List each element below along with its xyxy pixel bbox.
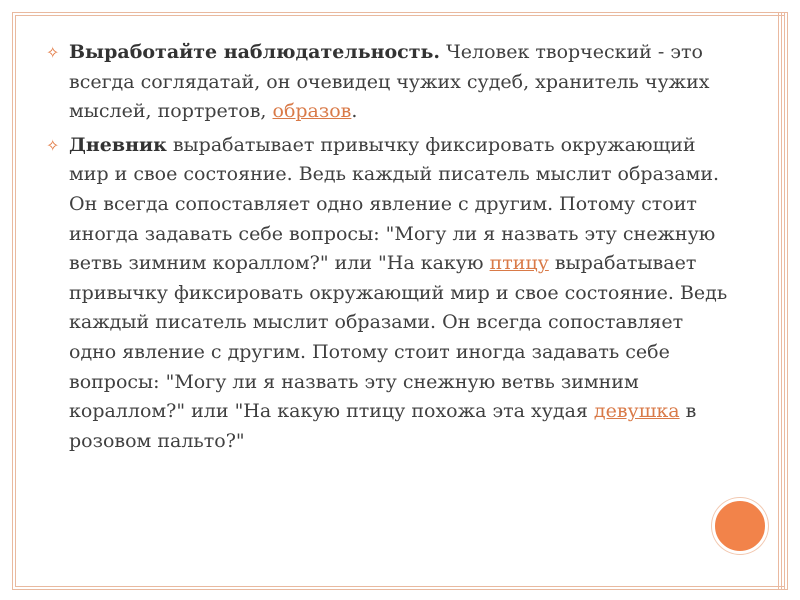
paragraph-lead: Дневник (69, 133, 167, 156)
slide-content (46, 38, 736, 460)
frame-stripe (784, 12, 785, 590)
paragraph-observation (46, 38, 736, 127)
paragraph-text: вырабатывает привычку фиксировать окружающий мир и свое состояние. Ведь каждый писатель мыслит образами. Он всегда сопоставляет одно явление с другим. Потому стоит иногда задавать себе вопросы: "Могу ли я назвать эту снежную ветвь зимним кораллом?" или "На какую (69, 133, 720, 275)
paragraph-lead: Выработайте наблюдательность. (69, 41, 441, 63)
bullet-icon: ✧ (46, 43, 60, 62)
paragraph-text: в розовом пальто?" (69, 400, 697, 452)
paragraph-diary (46, 131, 736, 457)
frame-stripe (778, 12, 779, 590)
decorative-circle (712, 498, 768, 554)
bullet-icon: ✧ (46, 135, 60, 155)
paragraph-text: вырабатывает привычку фиксировать окружающий мир и свое состояние. Ведь каждый писатель мыслит образами. Он всегда сопоставляет одно явление с другим. Потому стоит иногда задавать себе вопросы: "Могу ли я назвать эту снежную ветвь зимним кораллом?" или "На какую птицу похожа эта худая (69, 252, 728, 423)
link-devushka[interactable]: девушка (593, 400, 680, 423)
link-ptitsu[interactable]: птицу (489, 252, 549, 275)
link-obrazov[interactable]: образов (272, 100, 352, 123)
paragraph-text: . (351, 100, 358, 123)
paragraph-text: Человек творческий - это всегда соглядатай, он очевидец чужих судеб, хранитель чужих мыслей, портретов, (69, 41, 710, 123)
frame-stripe (781, 12, 782, 590)
